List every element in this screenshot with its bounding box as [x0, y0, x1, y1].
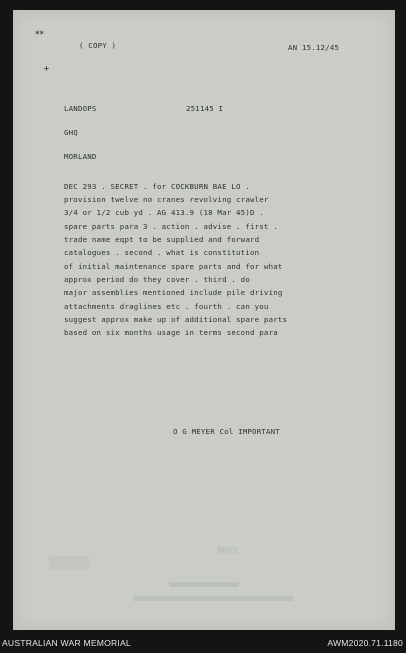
- body-line: major assemblies mentioned include pile driving: [64, 288, 283, 297]
- to-field: LANDOPS: [64, 104, 97, 113]
- left-margin-mark: +: [43, 64, 50, 73]
- reference-number: AN 15.12/45: [288, 43, 340, 52]
- body-line: of initial maintenance spare parts and for what: [64, 262, 283, 271]
- body-line: 3/4 or 1/2 cub yd . AG 413.9 (18 Mar 45)D .: [64, 208, 264, 217]
- handwritten-number: 8693: [217, 546, 237, 557]
- body-line: catalogues . second . what is constitution: [64, 248, 260, 257]
- from-field: GHQ: [64, 128, 78, 137]
- body-line: suggest approx make up of additional spare parts: [64, 315, 288, 324]
- body-line: attachments draglines etc . fourth . can you: [64, 302, 269, 311]
- footer-bar: [0, 634, 406, 653]
- body-line: spare parts para 3 . action . advise . first .: [64, 222, 278, 231]
- body-line: provision twelve no cranes revolving crawler: [64, 195, 269, 204]
- footer-accession-number: AWM2020.71.1180: [327, 638, 403, 648]
- body-line: DEC 293 . SECRET . for COCKBURN BAE LO .: [64, 182, 250, 191]
- body-line: approx period do they cover . third . do: [64, 275, 250, 284]
- copy-label: ( COPY ): [79, 41, 117, 50]
- footer-credit: AUSTRALIAN WAR MEMORIAL: [2, 638, 131, 648]
- signature-line: O G MEYER Col IMPORTANT: [173, 427, 280, 436]
- bleed-through-marks: [133, 580, 323, 610]
- left-smudge: [49, 556, 89, 570]
- info-field: MORLAND: [64, 152, 97, 161]
- date-time-group: 251145 I: [186, 104, 224, 113]
- top-left-mark: **: [35, 30, 44, 40]
- body-line: trade name eqpt to be supplied and forward: [64, 235, 260, 244]
- body-line: based on six months usage in terms second para: [64, 328, 278, 337]
- document-page: [13, 10, 395, 630]
